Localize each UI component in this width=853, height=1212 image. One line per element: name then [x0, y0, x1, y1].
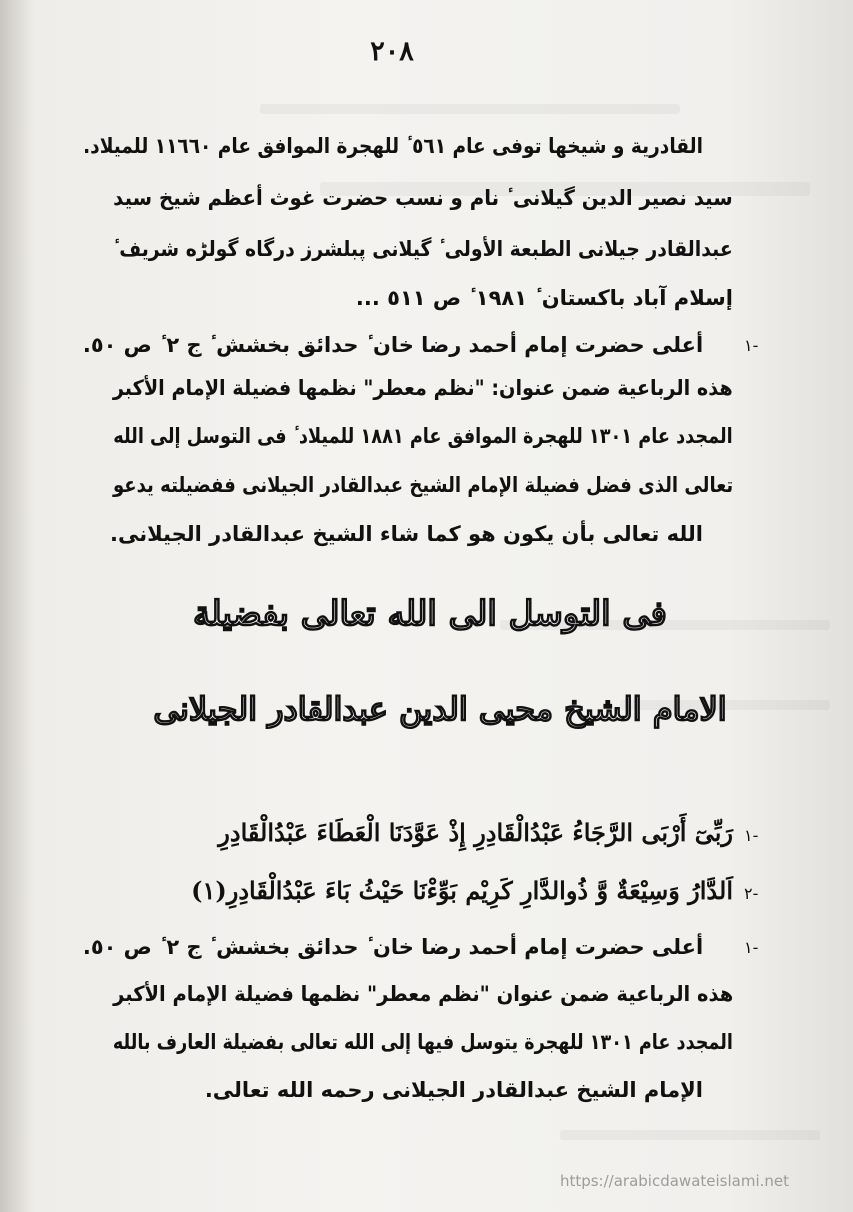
- verse-number: -١: [744, 826, 759, 845]
- footnote-number: -١: [744, 938, 759, 957]
- paragraph-line: هذه الرباعية ضمن عنوان "نظم معطر" نظمها فضيلة الإمام الأكبر: [112, 982, 733, 1006]
- paragraph-line: الله تعالى بأن يكون هو كما شاء الشيخ عبدالقادر الجيلانى.: [109, 522, 703, 546]
- decorative-heading-line-1: فى التوسل الى الله تعالى بفضيلة: [193, 594, 667, 634]
- paragraph-line: المجدد عام ١٣٠١ للهجرة يتوسل فيها إلى الله تعالى بفضيلة العارف بالله: [112, 1030, 733, 1054]
- text-line: عبدالقادر جيلانى الطبعة الأولى ٔ گيلانى پبلشرز درگاه گولڑه شريف ٔ: [112, 237, 733, 261]
- paragraph-line: تعالى الذى فضل فضيلة الإمام الشيخ عبدالقادر الجيلانى ففضيلته يدعو: [112, 473, 733, 497]
- paragraph-line: المجدد عام ١٣٠١ للهجرة الموافق عام ١٨٨١ للميلاد ٔ فى التوسل إلى الله: [113, 424, 733, 448]
- paragraph-line: الإمام الشيخ عبدالقادر الجيلانى رحمه الله تعالى.: [204, 1078, 703, 1102]
- decorative-heading-line-2: الامام الشيخ محيى الدين عبدالقادر الجيلانى: [153, 690, 727, 728]
- verse-number: -٢: [744, 884, 759, 903]
- footnote-text: أعلى حضرت إمام أحمد رضا خان ٔ حدائق بخشش ٔ ج ٢ ٔ ص ٥٠.: [82, 333, 703, 357]
- footnote-number: -١: [744, 336, 759, 355]
- bleed-through: [560, 1130, 820, 1140]
- text-line: القادرية و شيخها توفى عام ٥٦١ ٔ للهجرة الموافق عام ١١٦٦٠ للميلاد.: [83, 134, 703, 158]
- site-watermark: https://arabicdawateislami.net: [559, 1172, 789, 1190]
- page-number: ٢٠٨: [370, 36, 414, 67]
- verse-line: رَبِّىٓ أَرْبَى الرَّجَاءُ عَبْدُالْقَادِرِ إِذْ عَوَّدَنَا الْعَطَاءَ عَبْدُالْقَادِرِ: [218, 818, 733, 847]
- paragraph-line: هذه الرباعية ضمن عنوان: "نظم معطر" نظمها فضيلة الإمام الأكبر: [113, 376, 733, 400]
- footnote-text: أعلى حضرت إمام أحمد رضا خان ٔ حدائق بخشش ٔ ج ٢ ٔ ص ٥٠.: [82, 935, 703, 959]
- verse-line: اَلدَّارُ وَسِيْعَةٌ وَّ ذُوالدَّارِ كَرِيْم بَوِّءْنَا حَيْثُ بَاءَ عَبْدُالْقَادِرِ(١): [191, 876, 733, 905]
- text-line: سيد نصير الدين گيلانى ٔ نام و نسب حضرت غوث أعظم شيخ سيد: [113, 186, 733, 210]
- bleed-through: [260, 104, 680, 114]
- text-line: إسلام آباد باكستان ٔ ١٩٨١ ٔ ص ٥١١ ...: [355, 286, 733, 310]
